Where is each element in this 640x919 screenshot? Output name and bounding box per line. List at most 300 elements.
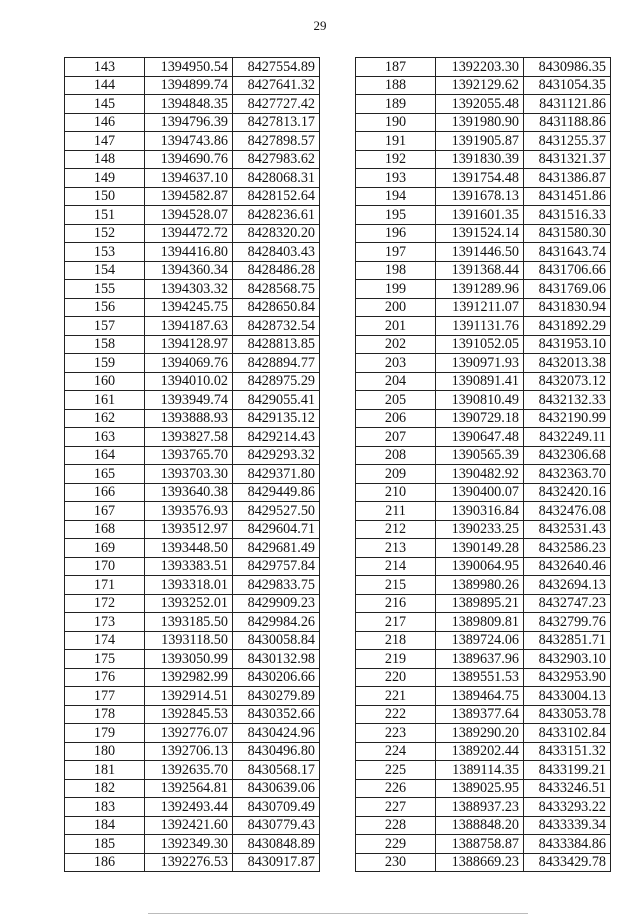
point-number-cell: 154 <box>65 261 145 280</box>
table-row <box>356 631 611 650</box>
x-coordinate-cell: 1391754.48 <box>436 169 524 188</box>
y-coordinate-cell: 8428403.43 <box>233 243 320 262</box>
point-number-cell: 145 <box>65 95 145 114</box>
table-row <box>65 483 320 502</box>
x-coordinate-cell: 1391131.76 <box>436 317 524 336</box>
x-coordinate-cell: 1393383.51 <box>145 557 233 576</box>
point-number-cell: 203 <box>356 354 436 373</box>
table-row <box>65 853 320 872</box>
point-number-cell: 204 <box>356 372 436 391</box>
y-coordinate-cell: 8430279.89 <box>233 687 320 706</box>
point-number-cell: 212 <box>356 520 436 539</box>
x-coordinate-cell: 1392706.13 <box>145 742 233 761</box>
point-number-cell: 230 <box>356 853 436 872</box>
x-coordinate-cell: 1388758.87 <box>436 835 524 854</box>
y-coordinate-cell: 8433151.32 <box>524 742 611 761</box>
point-number-cell: 179 <box>65 724 145 743</box>
y-coordinate-cell: 8428068.31 <box>233 169 320 188</box>
table-row <box>65 224 320 243</box>
x-coordinate-cell: 1390064.95 <box>436 557 524 576</box>
x-coordinate-cell: 1393050.99 <box>145 650 233 669</box>
y-coordinate-cell: 8428568.75 <box>233 280 320 299</box>
y-coordinate-cell: 8432132.33 <box>524 391 611 410</box>
y-coordinate-cell: 8432013.38 <box>524 354 611 373</box>
y-coordinate-cell: 8428732.54 <box>233 317 320 336</box>
x-coordinate-cell: 1394245.75 <box>145 298 233 317</box>
table-row <box>356 298 611 317</box>
y-coordinate-cell: 8433293.22 <box>524 798 611 817</box>
table-row <box>356 169 611 188</box>
table-row <box>356 465 611 484</box>
y-coordinate-cell: 8432640.46 <box>524 557 611 576</box>
y-coordinate-cell: 8429055.41 <box>233 391 320 410</box>
x-coordinate-cell: 1392776.07 <box>145 724 233 743</box>
point-number-cell: 152 <box>65 224 145 243</box>
point-number-cell: 167 <box>65 502 145 521</box>
point-number-cell: 205 <box>356 391 436 410</box>
y-coordinate-cell: 8432953.90 <box>524 668 611 687</box>
y-coordinate-cell: 8431386.87 <box>524 169 611 188</box>
table-body <box>356 58 611 872</box>
point-number-cell: 199 <box>356 280 436 299</box>
x-coordinate-cell: 1390482.92 <box>436 465 524 484</box>
x-coordinate-cell: 1394303.32 <box>145 280 233 299</box>
table-row <box>65 668 320 687</box>
y-coordinate-cell: 8430639.06 <box>233 779 320 798</box>
table-row <box>356 187 611 206</box>
x-coordinate-cell: 1394848.35 <box>145 95 233 114</box>
table-row <box>65 742 320 761</box>
table-row <box>356 798 611 817</box>
point-number-cell: 190 <box>356 113 436 132</box>
table-row <box>65 298 320 317</box>
y-coordinate-cell: 8431321.37 <box>524 150 611 169</box>
x-coordinate-cell: 1389464.75 <box>436 687 524 706</box>
point-number-cell: 202 <box>356 335 436 354</box>
table-row <box>65 280 320 299</box>
point-number-cell: 168 <box>65 520 145 539</box>
table-row <box>356 650 611 669</box>
x-coordinate-cell: 1388669.23 <box>436 853 524 872</box>
point-number-cell: 196 <box>356 224 436 243</box>
y-coordinate-cell: 8429681.49 <box>233 539 320 558</box>
point-number-cell: 149 <box>65 169 145 188</box>
x-coordinate-cell: 1392635.70 <box>145 761 233 780</box>
x-coordinate-cell: 1394690.76 <box>145 150 233 169</box>
y-coordinate-cell: 8428486.28 <box>233 261 320 280</box>
table-row <box>65 243 320 262</box>
y-coordinate-cell: 8432249.11 <box>524 428 611 447</box>
point-number-cell: 211 <box>356 502 436 521</box>
y-coordinate-cell: 8432586.23 <box>524 539 611 558</box>
y-coordinate-cell: 8429371.80 <box>233 465 320 484</box>
table-row <box>65 761 320 780</box>
table-row <box>356 317 611 336</box>
table-row <box>65 816 320 835</box>
y-coordinate-cell: 8431580.30 <box>524 224 611 243</box>
table-row <box>356 224 611 243</box>
x-coordinate-cell: 1392203.30 <box>436 58 524 77</box>
point-number-cell: 160 <box>65 372 145 391</box>
y-coordinate-cell: 8429527.50 <box>233 502 320 521</box>
table-row <box>356 335 611 354</box>
y-coordinate-cell: 8429909.23 <box>233 594 320 613</box>
point-number-cell: 172 <box>65 594 145 613</box>
x-coordinate-cell: 1389290.20 <box>436 724 524 743</box>
x-coordinate-cell: 1392982.99 <box>145 668 233 687</box>
x-coordinate-cell: 1392845.53 <box>145 705 233 724</box>
y-coordinate-cell: 8430424.96 <box>233 724 320 743</box>
y-coordinate-cell: 8430352.66 <box>233 705 320 724</box>
table-row <box>65 465 320 484</box>
point-number-cell: 189 <box>356 95 436 114</box>
x-coordinate-cell: 1389377.64 <box>436 705 524 724</box>
y-coordinate-cell: 8427641.32 <box>233 76 320 95</box>
y-coordinate-cell: 8432747.23 <box>524 594 611 613</box>
y-coordinate-cell: 8427983.62 <box>233 150 320 169</box>
y-coordinate-cell: 8429604.71 <box>233 520 320 539</box>
table-row <box>65 557 320 576</box>
y-coordinate-cell: 8430206.66 <box>233 668 320 687</box>
x-coordinate-cell: 1389980.26 <box>436 576 524 595</box>
table-row <box>356 243 611 262</box>
point-number-cell: 224 <box>356 742 436 761</box>
y-coordinate-cell: 8433384.86 <box>524 835 611 854</box>
point-number-cell: 229 <box>356 835 436 854</box>
x-coordinate-cell: 1392493.44 <box>145 798 233 817</box>
table-row <box>65 169 320 188</box>
x-coordinate-cell: 1394637.10 <box>145 169 233 188</box>
point-number-cell: 210 <box>356 483 436 502</box>
point-number-cell: 214 <box>356 557 436 576</box>
coordinates-table-left <box>64 57 320 872</box>
table-row <box>356 520 611 539</box>
table-row <box>65 502 320 521</box>
y-coordinate-cell: 8430848.89 <box>233 835 320 854</box>
x-coordinate-cell: 1390810.49 <box>436 391 524 410</box>
table-row <box>356 853 611 872</box>
point-number-cell: 186 <box>65 853 145 872</box>
point-number-cell: 159 <box>65 354 145 373</box>
table-row <box>356 594 611 613</box>
y-coordinate-cell: 8430058.84 <box>233 631 320 650</box>
y-coordinate-cell: 8433339.34 <box>524 816 611 835</box>
table-row <box>356 76 611 95</box>
point-number-cell: 206 <box>356 409 436 428</box>
x-coordinate-cell: 1393318.01 <box>145 576 233 595</box>
table-row <box>356 428 611 447</box>
point-number-cell: 151 <box>65 206 145 225</box>
table-row <box>356 132 611 151</box>
y-coordinate-cell: 8430917.87 <box>233 853 320 872</box>
point-number-cell: 183 <box>65 798 145 817</box>
table-row <box>356 483 611 502</box>
table-row <box>356 391 611 410</box>
table-row <box>65 187 320 206</box>
y-coordinate-cell: 8429984.26 <box>233 613 320 632</box>
y-coordinate-cell: 8432531.43 <box>524 520 611 539</box>
x-coordinate-cell: 1394416.80 <box>145 243 233 262</box>
point-number-cell: 221 <box>356 687 436 706</box>
y-coordinate-cell: 8433199.21 <box>524 761 611 780</box>
table-body <box>65 58 320 872</box>
point-number-cell: 209 <box>356 465 436 484</box>
x-coordinate-cell: 1389724.06 <box>436 631 524 650</box>
x-coordinate-cell: 1394069.76 <box>145 354 233 373</box>
x-coordinate-cell: 1390316.84 <box>436 502 524 521</box>
point-number-cell: 217 <box>356 613 436 632</box>
table-row <box>65 372 320 391</box>
x-coordinate-cell: 1394472.72 <box>145 224 233 243</box>
table-row <box>65 428 320 447</box>
x-coordinate-cell: 1392914.51 <box>145 687 233 706</box>
x-coordinate-cell: 1393252.01 <box>145 594 233 613</box>
point-number-cell: 177 <box>65 687 145 706</box>
x-coordinate-cell: 1391601.35 <box>436 206 524 225</box>
table-row <box>65 539 320 558</box>
x-coordinate-cell: 1394360.34 <box>145 261 233 280</box>
table-row <box>356 502 611 521</box>
point-number-cell: 187 <box>356 58 436 77</box>
point-number-cell: 218 <box>356 631 436 650</box>
y-coordinate-cell: 8432420.16 <box>524 483 611 502</box>
table-row <box>356 58 611 77</box>
x-coordinate-cell: 1390233.25 <box>436 520 524 539</box>
x-coordinate-cell: 1393703.30 <box>145 465 233 484</box>
y-coordinate-cell: 8430496.80 <box>233 742 320 761</box>
point-number-cell: 164 <box>65 446 145 465</box>
y-coordinate-cell: 8427898.57 <box>233 132 320 151</box>
x-coordinate-cell: 1394950.54 <box>145 58 233 77</box>
y-coordinate-cell: 8429293.32 <box>233 446 320 465</box>
x-coordinate-cell: 1391446.50 <box>436 243 524 262</box>
table-row <box>356 113 611 132</box>
y-coordinate-cell: 8432363.70 <box>524 465 611 484</box>
point-number-cell: 188 <box>356 76 436 95</box>
point-number-cell: 178 <box>65 705 145 724</box>
x-coordinate-cell: 1391678.13 <box>436 187 524 206</box>
y-coordinate-cell: 8431830.94 <box>524 298 611 317</box>
x-coordinate-cell: 1392129.62 <box>436 76 524 95</box>
y-coordinate-cell: 8431516.33 <box>524 206 611 225</box>
y-coordinate-cell: 8431255.37 <box>524 132 611 151</box>
y-coordinate-cell: 8428813.85 <box>233 335 320 354</box>
table-row <box>65 798 320 817</box>
x-coordinate-cell: 1393765.70 <box>145 446 233 465</box>
y-coordinate-cell: 8431643.74 <box>524 243 611 262</box>
x-coordinate-cell: 1391524.14 <box>436 224 524 243</box>
table-row <box>65 409 320 428</box>
point-number-cell: 207 <box>356 428 436 447</box>
y-coordinate-cell: 8429757.84 <box>233 557 320 576</box>
x-coordinate-cell: 1393118.50 <box>145 631 233 650</box>
table-row <box>65 206 320 225</box>
table-row <box>356 742 611 761</box>
x-coordinate-cell: 1389025.95 <box>436 779 524 798</box>
y-coordinate-cell: 8429135.12 <box>233 409 320 428</box>
x-coordinate-cell: 1391211.07 <box>436 298 524 317</box>
x-coordinate-cell: 1390149.28 <box>436 539 524 558</box>
x-coordinate-cell: 1392055.48 <box>436 95 524 114</box>
y-coordinate-cell: 8433102.84 <box>524 724 611 743</box>
table-row <box>65 261 320 280</box>
point-number-cell: 144 <box>65 76 145 95</box>
point-number-cell: 216 <box>356 594 436 613</box>
point-number-cell: 220 <box>356 668 436 687</box>
y-coordinate-cell: 8428894.77 <box>233 354 320 373</box>
point-number-cell: 171 <box>65 576 145 595</box>
x-coordinate-cell: 1393949.74 <box>145 391 233 410</box>
table-row <box>65 687 320 706</box>
point-number-cell: 191 <box>356 132 436 151</box>
y-coordinate-cell: 8429449.86 <box>233 483 320 502</box>
point-number-cell: 147 <box>65 132 145 151</box>
y-coordinate-cell: 8428320.20 <box>233 224 320 243</box>
table-row <box>65 779 320 798</box>
x-coordinate-cell: 1394010.02 <box>145 372 233 391</box>
page-number: 29 <box>313 18 327 33</box>
x-coordinate-cell: 1389637.96 <box>436 650 524 669</box>
x-coordinate-cell: 1394743.86 <box>145 132 233 151</box>
x-coordinate-cell: 1390891.41 <box>436 372 524 391</box>
point-number-cell: 182 <box>65 779 145 798</box>
point-number-cell: 175 <box>65 650 145 669</box>
table-row <box>356 372 611 391</box>
table-row <box>65 594 320 613</box>
point-number-cell: 148 <box>65 150 145 169</box>
y-coordinate-cell: 8432073.12 <box>524 372 611 391</box>
point-number-cell: 213 <box>356 539 436 558</box>
table-row <box>356 668 611 687</box>
x-coordinate-cell: 1393448.50 <box>145 539 233 558</box>
y-coordinate-cell: 8432799.76 <box>524 613 611 632</box>
x-coordinate-cell: 1393576.93 <box>145 502 233 521</box>
y-coordinate-cell: 8430709.49 <box>233 798 320 817</box>
table-row <box>65 150 320 169</box>
point-number-cell: 157 <box>65 317 145 336</box>
table-row <box>65 835 320 854</box>
table-row <box>356 206 611 225</box>
x-coordinate-cell: 1393827.58 <box>145 428 233 447</box>
table-row <box>356 409 611 428</box>
x-coordinate-cell: 1393512.97 <box>145 520 233 539</box>
y-coordinate-cell: 8431892.29 <box>524 317 611 336</box>
table-row <box>356 557 611 576</box>
table-row <box>65 391 320 410</box>
x-coordinate-cell: 1390400.07 <box>436 483 524 502</box>
x-coordinate-cell: 1391052.05 <box>436 335 524 354</box>
table-row <box>65 576 320 595</box>
point-number-cell: 223 <box>356 724 436 743</box>
point-number-cell: 146 <box>65 113 145 132</box>
y-coordinate-cell: 8427554.89 <box>233 58 320 77</box>
y-coordinate-cell: 8433429.78 <box>524 853 611 872</box>
coordinates-table-right <box>355 57 611 872</box>
x-coordinate-cell: 1394528.07 <box>145 206 233 225</box>
table-row <box>65 58 320 77</box>
x-coordinate-cell: 1394187.63 <box>145 317 233 336</box>
x-coordinate-cell: 1390647.48 <box>436 428 524 447</box>
point-number-cell: 143 <box>65 58 145 77</box>
point-number-cell: 219 <box>356 650 436 669</box>
point-number-cell: 163 <box>65 428 145 447</box>
table-row <box>65 76 320 95</box>
point-number-cell: 174 <box>65 631 145 650</box>
y-coordinate-cell: 8431121.86 <box>524 95 611 114</box>
x-coordinate-cell: 1391368.44 <box>436 261 524 280</box>
point-number-cell: 165 <box>65 465 145 484</box>
table-row <box>356 261 611 280</box>
x-coordinate-cell: 1390565.39 <box>436 446 524 465</box>
y-coordinate-cell: 8428152.64 <box>233 187 320 206</box>
x-coordinate-cell: 1390729.18 <box>436 409 524 428</box>
point-number-cell: 155 <box>65 280 145 299</box>
point-number-cell: 184 <box>65 816 145 835</box>
table-row <box>65 724 320 743</box>
table-row <box>356 779 611 798</box>
x-coordinate-cell: 1389551.53 <box>436 668 524 687</box>
x-coordinate-cell: 1393185.50 <box>145 613 233 632</box>
table-row <box>356 816 611 835</box>
x-coordinate-cell: 1392564.81 <box>145 779 233 798</box>
table-row <box>65 446 320 465</box>
y-coordinate-cell: 8431706.66 <box>524 261 611 280</box>
y-coordinate-cell: 8427813.17 <box>233 113 320 132</box>
point-number-cell: 185 <box>65 835 145 854</box>
x-coordinate-cell: 1389809.81 <box>436 613 524 632</box>
x-coordinate-cell: 1391980.90 <box>436 113 524 132</box>
table-row <box>356 280 611 299</box>
x-coordinate-cell: 1394796.39 <box>145 113 233 132</box>
y-coordinate-cell: 8433053.78 <box>524 705 611 724</box>
point-number-cell: 222 <box>356 705 436 724</box>
point-number-cell: 226 <box>356 779 436 798</box>
x-coordinate-cell: 1394899.74 <box>145 76 233 95</box>
point-number-cell: 192 <box>356 150 436 169</box>
table-row <box>356 576 611 595</box>
point-number-cell: 180 <box>65 742 145 761</box>
point-number-cell: 198 <box>356 261 436 280</box>
point-number-cell: 162 <box>65 409 145 428</box>
x-coordinate-cell: 1394128.97 <box>145 335 233 354</box>
y-coordinate-cell: 8433004.13 <box>524 687 611 706</box>
y-coordinate-cell: 8430132.98 <box>233 650 320 669</box>
y-coordinate-cell: 8432903.10 <box>524 650 611 669</box>
point-number-cell: 181 <box>65 761 145 780</box>
point-number-cell: 208 <box>356 446 436 465</box>
table-row <box>356 835 611 854</box>
y-coordinate-cell: 8431769.06 <box>524 280 611 299</box>
y-coordinate-cell: 8430568.17 <box>233 761 320 780</box>
table-row <box>356 687 611 706</box>
point-number-cell: 194 <box>356 187 436 206</box>
point-number-cell: 166 <box>65 483 145 502</box>
x-coordinate-cell: 1394582.87 <box>145 187 233 206</box>
point-number-cell: 193 <box>356 169 436 188</box>
y-coordinate-cell: 8429214.43 <box>233 428 320 447</box>
point-number-cell: 227 <box>356 798 436 817</box>
x-coordinate-cell: 1391830.39 <box>436 150 524 169</box>
point-number-cell: 158 <box>65 335 145 354</box>
table-row <box>65 520 320 539</box>
x-coordinate-cell: 1389114.35 <box>436 761 524 780</box>
point-number-cell: 176 <box>65 668 145 687</box>
x-coordinate-cell: 1392276.53 <box>145 853 233 872</box>
table-row <box>356 150 611 169</box>
x-coordinate-cell: 1389895.21 <box>436 594 524 613</box>
point-number-cell: 215 <box>356 576 436 595</box>
table-row <box>356 95 611 114</box>
